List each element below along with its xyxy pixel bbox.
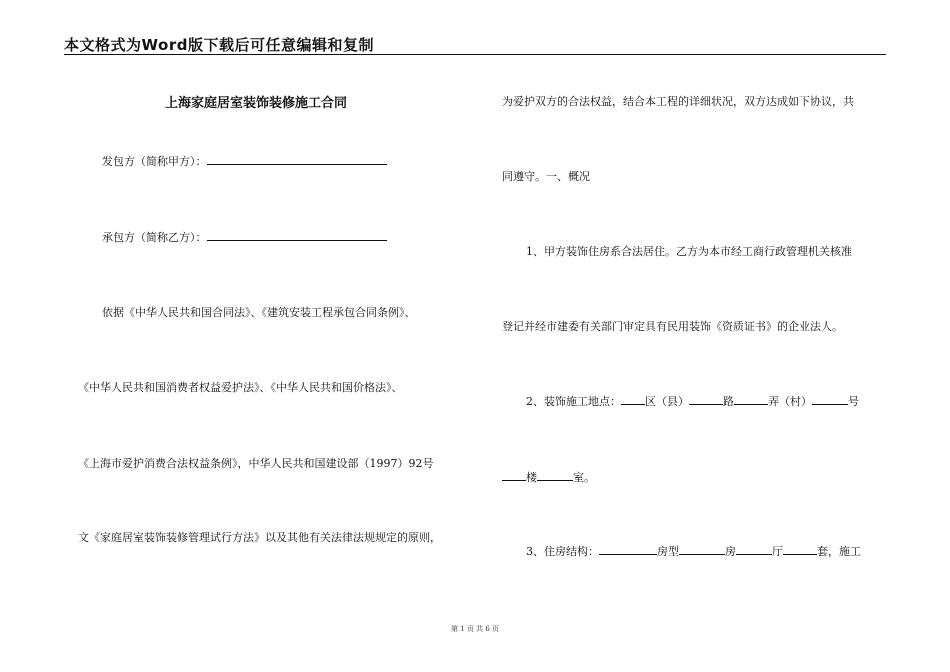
paragraph-line: 《中华人民共和国消费者权益爱护法》、《中华人民共和国价格法》、 (78, 381, 403, 394)
header-divider (64, 54, 886, 55)
paragraph-line: 为爱护双方的合法权益，结合本工程的详细状况，双方达成如下协议，共 (502, 95, 854, 108)
site-address-line: 2、装饰施工地点： 区（县） 路 弄（村） 号 (526, 395, 859, 408)
header-title: 本文格式为Word版下载后可任意编辑和复制 (64, 36, 374, 54)
site-address-line-2: 楼 室。 (502, 469, 595, 485)
structure-line: 3、住房结构： 房型 房 厅 套，施工 (526, 545, 861, 558)
party-b-blank (207, 230, 387, 241)
paragraph-line: 同遵守。一、概况 (502, 170, 590, 183)
paragraph-line: 《上海市爱护消费合法权益条例》，中华人民共和国建设部（1997）92号 (78, 457, 434, 470)
paragraph-line: 依据《中华人民共和国合同法》、《建筑安装工程承包合同条例》、 (102, 306, 416, 319)
party-a-blank (207, 154, 387, 165)
paragraph-line: 登记并经市建委有关部门审定具有民用装饰《资质证书》的企业法人。 (502, 320, 843, 333)
paragraph-line: 1、甲方装饰住房系合法居住。乙方为本市经工商行政管理机关核准 (526, 245, 852, 258)
document-title: 上海家庭居室装饰装修施工合同 (165, 96, 348, 111)
page-footer: 第 1 页 共 6 页 (450, 625, 500, 633)
paragraph-line: 文《家庭居室装饰装修管理试行方法》以及其他有关法律法规规定的原则， (78, 531, 441, 544)
party-a-line: 发包方（简称甲方）： (102, 153, 387, 169)
party-b-line: 承包方（简称乙方）： (102, 229, 387, 245)
